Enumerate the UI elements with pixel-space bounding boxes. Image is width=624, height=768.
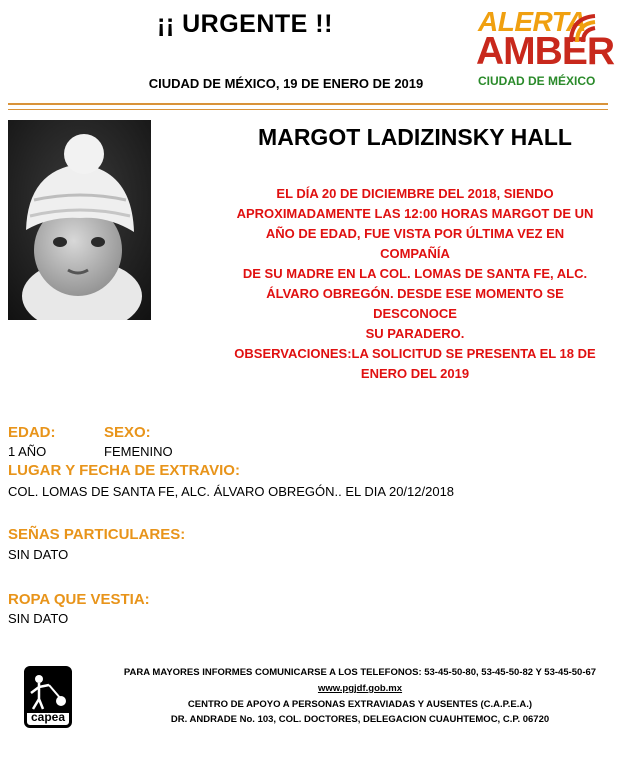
age-label: EDAD: (8, 424, 56, 441)
place-value: COL. LOMAS DE SANTA FE, ALC. ÁLVARO OBREGÓN.. EL DIA 20/12/2018 (8, 484, 455, 499)
urgent-title: ¡¡ URGENTE !! (157, 10, 333, 38)
signal-waves-icon (565, 8, 607, 50)
description-line: APROXIMADAMENTE LAS 12:00 HORAS MARGOT DE UN (236, 206, 594, 221)
clothes-value: SIN DATO (8, 611, 69, 626)
description-line: AÑO DE EDAD, FUE VISTA POR ÚLTIMA VEZ EN COMPAÑÍA (265, 226, 565, 261)
header-divider-thin (8, 109, 608, 110)
description-line: DE SU MADRE EN LA COL. LOMAS DE SANTA FE, ALC. (242, 266, 588, 281)
person-name: MARGOT LADIZINSKY HALL (258, 124, 572, 150)
capea-figure-icon (27, 669, 69, 713)
place-label: LUGAR Y FECHA DE EXTRAVIO: (8, 462, 240, 479)
alerta-amber-logo (470, 2, 612, 92)
logo-cdmx-text: CIUDAD DE MÉXICO (478, 74, 596, 88)
capea-logo-caption: capea (30, 710, 66, 724)
missing-person-photo (8, 120, 151, 320)
footer-center-name: CENTRO DE APOYO A PERSONAS EXTRAVIADAS Y AUSENTES (C.A.P.E.A.) (187, 699, 533, 710)
description-line: SU PARADERO. (365, 326, 465, 341)
footer-website (100, 683, 620, 694)
logo-alerta-text: ALERTA (478, 6, 586, 37)
dateline: CIUDAD DE MÉXICO, 19 DE ENERO DE 2019 (148, 76, 424, 91)
capea-logo (24, 666, 72, 728)
description-line: ÁLVARO OBREGÓN. DESDE ESE MOMENTO SE DESCONOCE (266, 286, 564, 321)
sex-label: SEXO: (104, 424, 151, 441)
footer-address: DR. ANDRADE No. 103, COL. DOCTORES, DELEGACION CUAUHTEMOC, C.P. 06720 (170, 714, 550, 725)
sex-value: FEMENINO (104, 444, 173, 459)
age-value: 1 AÑO (8, 444, 47, 459)
marks-label: SEÑAS PARTICULARES: (8, 526, 186, 543)
marks-value: SIN DATO (8, 547, 69, 562)
case-description (232, 184, 598, 384)
clothes-label: ROPA QUE VESTIA: (8, 591, 150, 608)
description-line: EL DÍA 20 DE DICIEMBRE DEL 2018, SIENDO (276, 186, 554, 201)
observations-line: ENERO DEL 2019 (360, 366, 470, 381)
website-link[interactable]: www.pgjdf.gob.mx (317, 683, 403, 694)
observations-line: OBSERVACIONES:LA SOLICITUD SE PRESENTA EL 18 DE (234, 346, 596, 361)
logo-amber-text: AMBER (476, 30, 614, 73)
header-divider (8, 103, 608, 105)
footer-contact-line: PARA MAYORES INFORMES COMUNICARSE A LOS TELEFONOS: 53-45-50-80, 53-45-50-82 Y 53-45-50-67 (123, 667, 597, 678)
